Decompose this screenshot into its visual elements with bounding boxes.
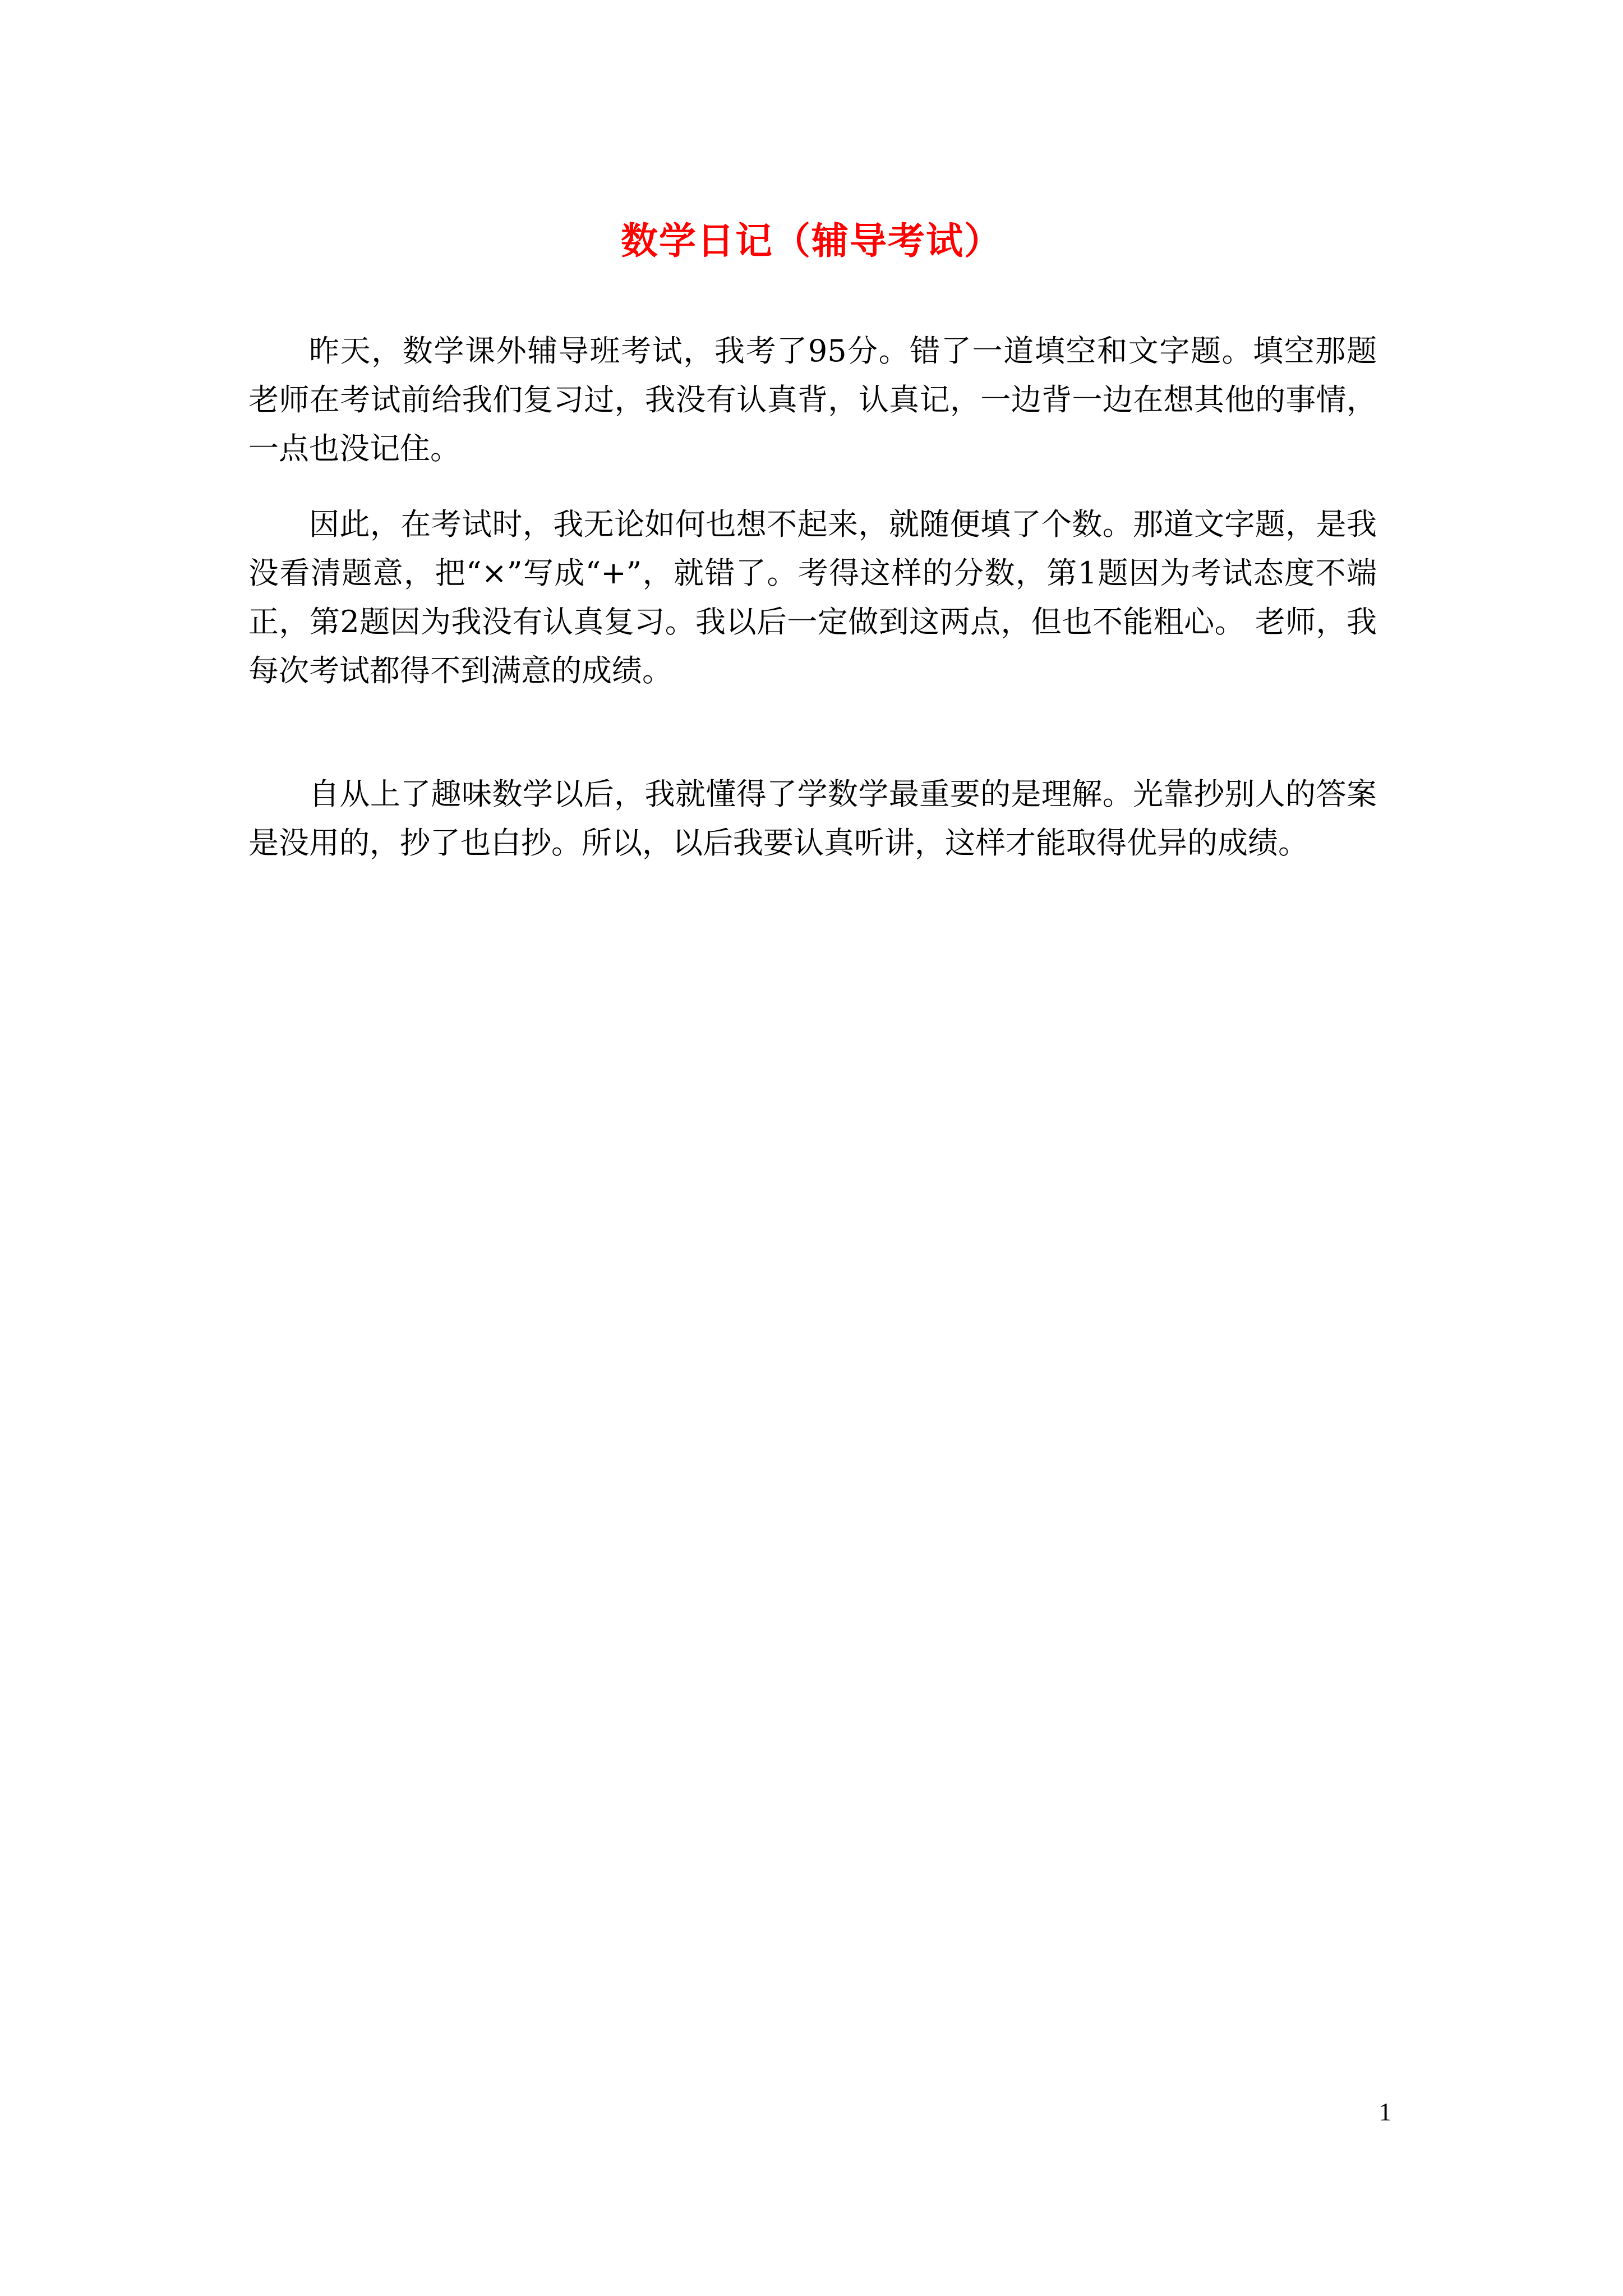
- paragraph-3: 自从上了趣味数学以后，我就懂得了学数学最重要的是理解。光靠抄别人的答案是没用的，抄了也白抄。所以，以后我要认真听讲，这样才能取得优异的成绩。: [248, 776, 1377, 861]
- page-number: 1: [1378, 2097, 1392, 2126]
- paragraph-1: 昨天，数学课外辅导班考试，我考了95分。错了一道填空和文字题。填空那题老师在考试前给我们复习过，我没有认真背，认真记，一边背一边在想其他的事情，一点也没记住。: [248, 333, 1377, 466]
- paragraph-2: 因此，在考试时，我无论如何也想不起来，就随便填了个数。那道文字题，是我没看清题意，把“×”写成“+”，就错了。考得这样的分数，第1题因为考试态度不端正，第2题因为我没有认真复习。我以后一定做到这两点，但也不能粗心。 老师，我每次考试都得不到满意的成绩。: [248, 507, 1377, 688]
- document-title: 数学日记（辅导考试）: [621, 219, 1002, 263]
